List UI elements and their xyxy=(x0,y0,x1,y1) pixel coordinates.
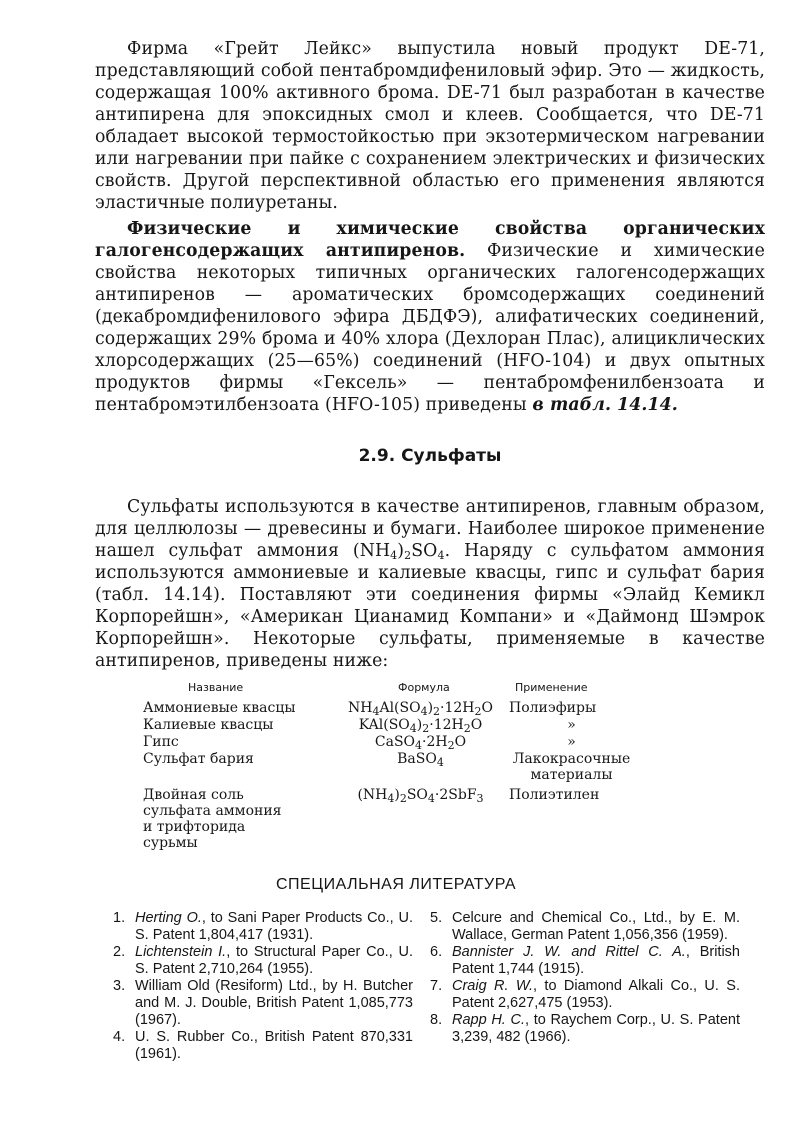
section-title: 2.9. Сульфаты xyxy=(358,446,502,466)
cell-use: Полиэфиры xyxy=(509,700,597,716)
reference-item xyxy=(113,1029,413,1063)
reference-author: Craig R. W. xyxy=(452,978,534,994)
reference-number: 2. xyxy=(113,944,126,960)
reference-number: 3. xyxy=(113,978,126,994)
reference-text: , to Structural Paper Co., U. S. Patent 2,710,264 (1955). xyxy=(135,944,413,977)
reference-item xyxy=(113,944,413,978)
reference-text: William Old (Resiform) Ltd., by H. Butcher and M. J. Double, British Patent 1,085,773 (1967). xyxy=(135,978,413,1028)
cell-name: Калиевые квасцы xyxy=(143,717,274,733)
cell-name: Сульфат бария xyxy=(143,751,254,767)
table-row xyxy=(143,734,643,751)
reference-text: U. S. Rubber Co., British Patent 870,331 (1961). xyxy=(135,1029,413,1062)
sub-2: 2 xyxy=(404,549,412,562)
reference-item xyxy=(430,978,740,1012)
paragraph-sulfates-d: . Наряду с сульфатом аммония используются аммониевые и калиевые квасцы, гипс и сульфат бария (табл. 14.14). Поставляют эти соединения фирмы «Элайд Кемикл Корпорейшн», «Американ Цианамид Компани» и «Даймонд Шэмрок Корпорейшн». Некоторые сульфаты, применяемые в качестве антипиренов, приведены ниже: xyxy=(95,541,765,671)
header-use: Применение xyxy=(515,681,588,694)
table-row xyxy=(143,717,643,734)
paragraph-sulfates-a: Сульфаты используются в качестве антипиренов, главным образом, для целлюлозы — древесины и бумаги. Наиболее широкое применение нашел сульфат аммония (NH xyxy=(95,497,765,561)
literature-title: СПЕЦИАЛЬНАЯ ЛИТЕРАТУРА xyxy=(276,876,516,893)
reference-text: , to Diamond Alkali Co., U. S. Patent 2,627,475 (1953). xyxy=(452,978,740,1011)
reference-author: Herting O. xyxy=(135,910,202,926)
table-header xyxy=(143,680,643,700)
reference-item xyxy=(430,944,740,978)
sulfates-table xyxy=(143,680,643,851)
cell-use: Полиэтилен xyxy=(509,787,600,803)
reference-text: Celcure and Chemical Co., Ltd., by E. M. Wallace, German Patent 1,056,356 (1959). xyxy=(452,910,740,943)
cell-name: Аммониевые квасцы xyxy=(143,700,296,716)
reference-number: 1. xyxy=(113,910,126,926)
cell-use: » xyxy=(567,717,576,733)
table-row xyxy=(143,751,643,787)
header-formula: Формула xyxy=(398,681,450,694)
paragraph-sulfates xyxy=(95,496,765,672)
cell-name: Двойная соль сульфата аммония и трифторида сурьмы xyxy=(143,787,282,851)
references-left xyxy=(113,910,413,1063)
table-row xyxy=(143,700,643,717)
reference-number: 4. xyxy=(113,1029,126,1045)
cell-formula: $KAl(SO_4)_2\cdot 12H_2O$ xyxy=(358,717,483,735)
cell-name: Гипс xyxy=(143,734,179,750)
reference-item xyxy=(430,910,740,944)
reference-author: Rapp H. C. xyxy=(452,1012,525,1028)
paragraph-de71: Фирма «Грейт Лейкс» выпустила новый продукт DE-71, представляющий собой пентабромдифениловый эфир. Это — жидкость, содержащая 100% активного брома. DE-71 был разработан в качестве антипирена для эпоксидных смол и клеев. Сообщается, что DE-71 обладает высокой термостойкостью при экзотермическом нагревании или нагревании при пайке с сохранением электрических и физических свойств. Другой перспективной областью его применения являются эластичные полиуретаны. xyxy=(95,39,765,213)
reference-item xyxy=(113,910,413,944)
reference-text: , to Sani Paper Products Co., U. S. Patent 1,804,417 (1931). xyxy=(135,910,413,943)
reference-author: Bannister J. W. and Rittel C. A. xyxy=(452,944,686,960)
paragraph-lead-bold: Физические и химические свойства органических галогенсодержащих антипиренов. xyxy=(95,219,765,261)
page-body xyxy=(95,38,765,672)
reference-author: Lichtenstein I. xyxy=(135,944,227,960)
reference-item xyxy=(430,1012,740,1046)
paragraph-properties xyxy=(95,218,765,416)
cell-formula: $CaSO_4\cdot 2H_2O$ xyxy=(374,734,467,752)
reference-text: , to Raychem Corp., U. S. Patent 3,239, 482 (1966). xyxy=(452,1012,740,1045)
sub-4b: 4 xyxy=(437,549,445,562)
cell-use: » xyxy=(567,734,576,750)
cell-formula: BaSO$_4$ xyxy=(397,751,444,769)
cell-use: Лакокрасочные материалы xyxy=(512,751,631,783)
paragraph-properties-text: Физические и химические свойства некоторых типичных органических галогенсодержащих антипиренов — ароматических бромсодержащих соединений (декабромдифенилового эфира ДБДФЭ), алифатических соединений, содержащих 29% брома и 40% хлора (Дехлоран Плас), алициклических хлорсодержащих (25—65%) соединений (HFO-104) и двух опытных продуктов фирмы «Гексель» — пентабромфенилбензоата и пентабромэтилбензоата (HFO-105) приведены xyxy=(95,241,765,415)
references-right xyxy=(430,910,740,1046)
table-row xyxy=(143,787,643,851)
cell-formula: $NH_4Al(SO_4)_2\cdot 12H_2O$ xyxy=(347,700,494,718)
reference-number: 8. xyxy=(430,1012,443,1028)
reference-number: 5. xyxy=(430,910,443,926)
cell-formula: $(NH_4)_2SO_4\cdot 2SbF_3$ xyxy=(357,787,484,805)
reference-text: , British Patent 1,744 (1915). xyxy=(452,944,740,977)
sub-4: 4 xyxy=(390,549,398,562)
reference-item xyxy=(113,978,413,1029)
paragraph-sulfates-c: SO xyxy=(411,541,438,561)
reference-number: 7. xyxy=(430,978,443,994)
table-reference: в табл. 14.14. xyxy=(532,395,678,415)
paragraph-sulfates-b: ) xyxy=(397,541,405,561)
header-name: Название xyxy=(188,681,244,694)
reference-number: 6. xyxy=(430,944,443,960)
